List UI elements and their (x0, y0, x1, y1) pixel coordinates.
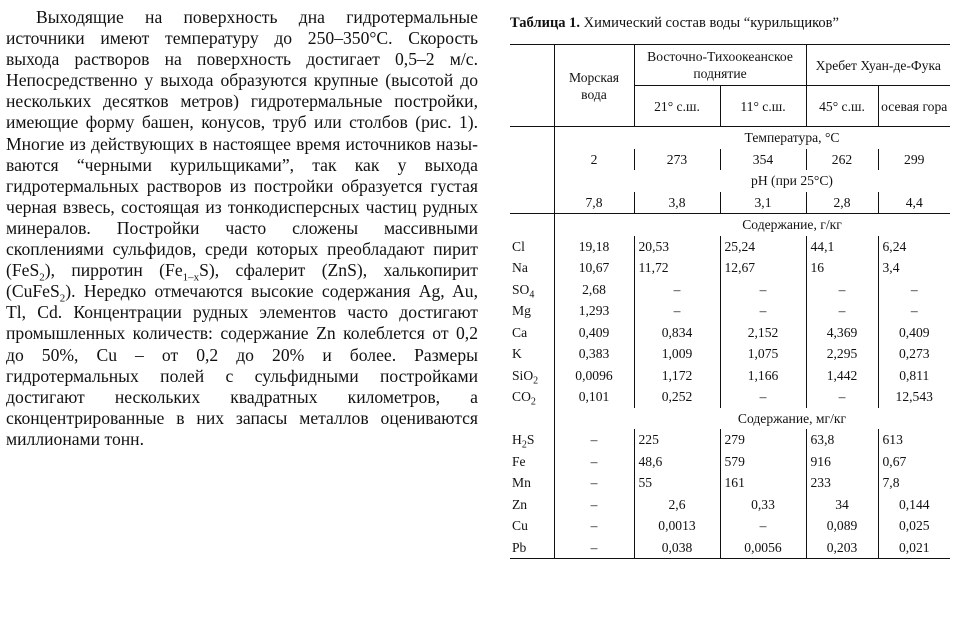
empty-cell (554, 408, 634, 430)
empty-cell (510, 127, 554, 149)
value-cell: 19,18 (554, 236, 634, 258)
table-row (510, 515, 950, 537)
value-cell: 0,0096 (554, 365, 634, 387)
value-cell: 262 (806, 149, 878, 171)
subscript: 1–x (182, 271, 200, 284)
value-cell: 1,166 (720, 365, 806, 387)
value-cell: 4,4 (878, 192, 950, 214)
empty-cell (510, 408, 554, 430)
table-row (510, 236, 950, 258)
table-row (510, 472, 950, 494)
value-cell: 44,1 (806, 236, 878, 258)
value-cell: – (554, 429, 634, 451)
value-cell: 11,72 (634, 257, 720, 279)
element-name (510, 451, 554, 473)
element-symbol: Zn (512, 496, 528, 512)
value-cell: 12,543 (878, 386, 950, 408)
value-cell: 0,834 (634, 322, 720, 344)
element-symbol: SiO (512, 367, 534, 383)
element-symbol: H (512, 432, 522, 448)
empty-cell (510, 214, 554, 236)
value-cell: 34 (806, 494, 878, 516)
text-run: ). Нередко отмечаются высокие содержания Ag, Au, Tl, Cd. Концентрации рудных элементов часто достигают промышленных количеств: содержание Zn колеблется от 0,2 до 50%, Cu – от 0,2 до 20% и более. Размеры гидротермальных полей с сульфидными постройками достигают нескольких квадратных километров, а сконцентрированные в них запасы металлов оцениваются миллионами тонн. (6, 281, 478, 449)
element-symbol-tail: S (526, 432, 535, 448)
value-cell: 1,442 (806, 365, 878, 387)
table-row (510, 257, 950, 279)
table-row (510, 300, 950, 322)
section-label: pH (при 25°С) (751, 173, 833, 189)
element-name (510, 537, 554, 559)
value-cell: 12,67 (720, 257, 806, 279)
value-cell: 613 (878, 429, 950, 451)
element-symbol: Ca (512, 324, 528, 340)
element-name (510, 494, 554, 516)
section-ph (510, 170, 950, 192)
element-name (510, 322, 554, 344)
element-symbol: Cu (512, 518, 528, 534)
text-run: ), пирротин (Fe (44, 260, 183, 281)
value-cell: 0,144 (878, 494, 950, 516)
element-subscript: 4 (529, 289, 535, 301)
element-subscript: 2 (530, 396, 536, 408)
subscript: 2 (59, 292, 66, 305)
element-symbol: Mn (512, 475, 531, 491)
value-cell: – (806, 300, 878, 322)
value-cell: 0,038 (634, 537, 720, 559)
value-cell: 25,24 (720, 236, 806, 258)
value-cell: 2,6 (634, 494, 720, 516)
header-11n: 11° с.ш. (720, 86, 806, 127)
value-cell: 0,383 (554, 343, 634, 365)
value-cell: 1,009 (634, 343, 720, 365)
element-name (510, 429, 554, 451)
element-name (510, 300, 554, 322)
value-cell: 0,203 (806, 537, 878, 559)
value-cell: – (878, 300, 950, 322)
value-cell: – (634, 279, 720, 301)
value-cell: 2,68 (554, 279, 634, 301)
header-sea-water: Морская вода (554, 45, 634, 127)
value-cell: 0,0056 (720, 537, 806, 559)
table-row (510, 451, 950, 473)
value-cell: 161 (720, 472, 806, 494)
value-cell: 233 (806, 472, 878, 494)
value-cell: 3,1 (720, 192, 806, 214)
value-cell: 7,8 (554, 192, 634, 214)
table-row (510, 429, 950, 451)
header-epr: Восточно-Тихоокеанское поднятие (634, 45, 806, 86)
table-row (510, 343, 950, 365)
element-name (510, 343, 554, 365)
element-symbol: K (512, 346, 522, 362)
value-cell: – (720, 515, 806, 537)
value-cell: – (554, 537, 634, 559)
value-cell: – (554, 451, 634, 473)
composition-table (510, 44, 950, 559)
table-row (510, 365, 950, 387)
table-row (510, 279, 950, 301)
table-number: Таблица 1. (510, 15, 581, 31)
section-mg-per-kg (510, 408, 950, 430)
value-cell: 0,409 (554, 322, 634, 344)
value-cell: 225 (634, 429, 720, 451)
table-block (510, 15, 950, 559)
value-cell: 63,8 (806, 429, 878, 451)
element-name (510, 149, 554, 171)
empty-cell (554, 214, 634, 236)
section-label: Температура, °С (744, 130, 840, 146)
header-jdf: Хребет Хуан-де-Фука (806, 45, 950, 86)
element-symbol: Cl (512, 238, 525, 254)
value-cell: 0,021 (878, 537, 950, 559)
value-cell: 0,089 (806, 515, 878, 537)
value-cell: – (806, 386, 878, 408)
table-row (510, 386, 950, 408)
section-label: Содержание, г/кг (634, 214, 950, 236)
value-cell: 0,025 (878, 515, 950, 537)
element-symbol: CO (512, 389, 531, 405)
value-cell: 0,273 (878, 343, 950, 365)
value-cell: – (554, 515, 634, 537)
value-cell: 3,4 (878, 257, 950, 279)
element-subscript: 2 (533, 375, 539, 387)
value-cell: 0,33 (720, 494, 806, 516)
value-cell: 3,8 (634, 192, 720, 214)
value-cell: 2,295 (806, 343, 878, 365)
empty-cell (554, 170, 634, 192)
table-caption: Химический состав воды “курильщиков” (583, 15, 839, 31)
section-temperature (510, 127, 950, 149)
value-cell: 299 (878, 149, 950, 171)
element-symbol: Mg (512, 303, 531, 319)
element-subscript: 2 (521, 439, 527, 451)
element-name (510, 472, 554, 494)
table-row (510, 322, 950, 344)
section-g-per-kg (510, 214, 950, 236)
value-cell: 354 (720, 149, 806, 171)
article-paragraph (6, 7, 478, 450)
value-cell: 2,8 (806, 192, 878, 214)
value-cell: 0,811 (878, 365, 950, 387)
value-cell: – (720, 386, 806, 408)
section-label: Содержание, мг/кг (737, 410, 847, 426)
value-cell: 279 (720, 429, 806, 451)
element-name (510, 386, 554, 408)
value-cell: 4,369 (806, 322, 878, 344)
value-cell: 273 (634, 149, 720, 171)
value-cell: – (806, 279, 878, 301)
value-cell: 1,172 (634, 365, 720, 387)
element-symbol: Pb (512, 539, 527, 555)
subscript: 2 (39, 271, 45, 284)
text-run: S), сфалерит (ZnS), халькопирит (CuFeS (6, 260, 478, 302)
element-name (510, 192, 554, 214)
value-cell: 0,0013 (634, 515, 720, 537)
table-row (510, 537, 950, 559)
value-cell: 2,152 (720, 322, 806, 344)
header-21n: 21° с.ш. (634, 86, 720, 127)
element-symbol: Na (512, 260, 528, 276)
table-title (510, 15, 950, 32)
value-cell: 20,53 (634, 236, 720, 258)
article-text (6, 7, 478, 450)
header-axial: осевая гора (878, 86, 950, 127)
empty-cell (510, 170, 554, 192)
value-cell: 2 (554, 149, 634, 171)
element-name (510, 279, 554, 301)
value-cell: 55 (634, 472, 720, 494)
value-cell: 0,67 (878, 451, 950, 473)
value-cell: – (554, 472, 634, 494)
value-cell: – (720, 300, 806, 322)
value-cell: – (720, 279, 806, 301)
element-name (510, 257, 554, 279)
table-row (510, 494, 950, 516)
element-name (510, 236, 554, 258)
table-row (510, 192, 950, 214)
value-cell: 6,24 (878, 236, 950, 258)
element-symbol: SO (512, 281, 530, 297)
value-cell: 1,075 (720, 343, 806, 365)
element-symbol: Fe (512, 453, 526, 469)
empty-cell (554, 127, 634, 149)
value-cell: – (554, 494, 634, 516)
value-cell: – (634, 300, 720, 322)
value-cell: 48,6 (634, 451, 720, 473)
text-run: Выходящие на поверхность дна гидротермальные источники имеют температуру до 250–350°C. Скорость выхода растворов на поверхность достигает 0,5–2 м/с. Непосредственно у выхода образуются крупные (высотой до нескольких десятков метров) гидротермальные постройки, имеющие форму башен, конусов, труб или столбов (рис. 1). Многие из действующих в настоящее время источников называются “черными курильщиками”, так как у выхода гидротермальных растворов из постройки образуется густая черная взвесь, состоящая из тонкодисперсных частиц рудных минералов. Постройки часто сложены массивными скоплениями сульфидов, среди которых преобладают пирит (FeS (6, 7, 478, 281)
header-45n: 45° с.ш. (806, 86, 878, 127)
corner-cell (510, 45, 554, 127)
element-name (510, 365, 554, 387)
value-cell: 0,409 (878, 322, 950, 344)
value-cell: 579 (720, 451, 806, 473)
value-cell: 1,293 (554, 300, 634, 322)
value-cell: 7,8 (878, 472, 950, 494)
value-cell: 10,67 (554, 257, 634, 279)
element-name (510, 515, 554, 537)
value-cell: – (878, 279, 950, 301)
value-cell: 0,101 (554, 386, 634, 408)
value-cell: 16 (806, 257, 878, 279)
table-row (510, 149, 950, 171)
value-cell: 0,252 (634, 386, 720, 408)
value-cell: 916 (806, 451, 878, 473)
